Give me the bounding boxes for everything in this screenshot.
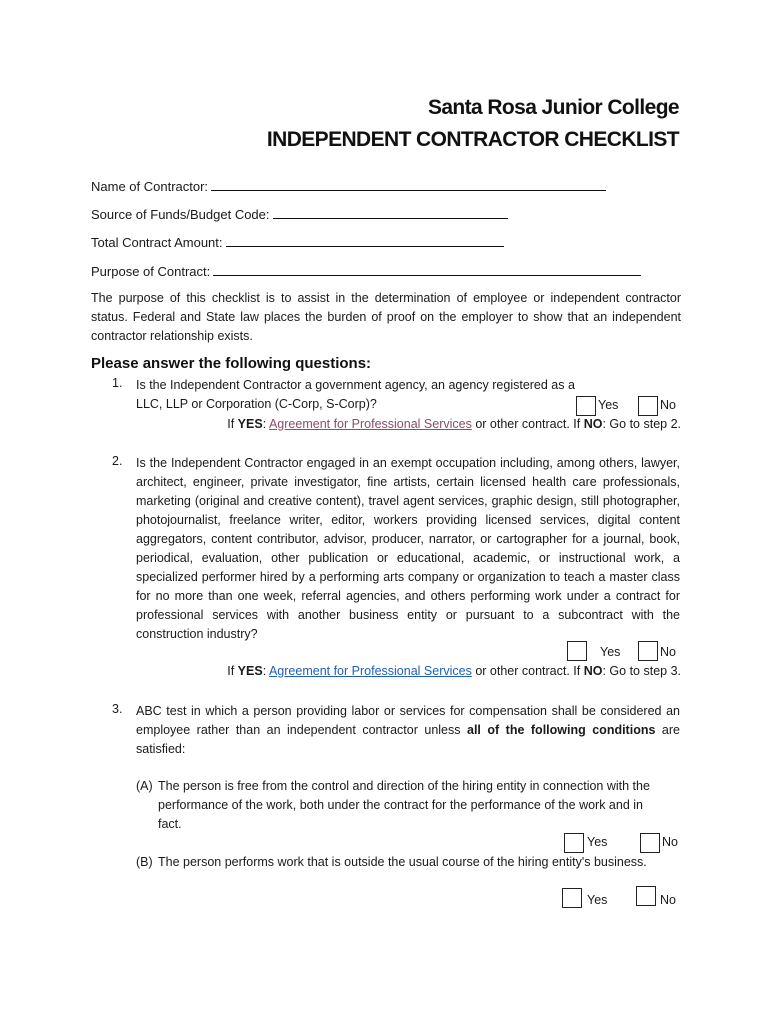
q1-number: 1.: [112, 376, 123, 390]
contract-amount-field: [91, 233, 504, 250]
q3b-yes-label: Yes: [587, 893, 608, 907]
q3b-no-label: No: [660, 893, 676, 907]
q3b-no-checkbox[interactable]: [636, 886, 656, 906]
q1-no-bold: NO: [583, 417, 603, 431]
questions-heading: Please answer the following questions:: [91, 355, 372, 372]
q1-no-label: No: [660, 398, 676, 412]
contractor-name-label: Name of Contractor:: [91, 179, 209, 194]
q2-if-text: If: [227, 664, 235, 678]
contract-amount-label: Total Contract Amount:: [91, 235, 223, 250]
q3-a-text: The person is free from the control and direction of the hiring entity in connection with the performance of the work, both under the contract for the performance of the work and in fact.: [158, 779, 650, 831]
q2-agreement-link[interactable]: Agreement for Professional Services: [268, 664, 472, 678]
source-of-funds-label: Source of Funds/Budget Code:: [91, 207, 270, 222]
q3-text-start: ABC test in which a person providing labor or services for compensation shall be considered an employee rather than an independent contractor unless: [136, 704, 680, 737]
q3a-no-label: No: [662, 835, 678, 849]
intro-paragraph: The purpose of this checklist is to assist in the determination of employee or independent contractor status. Federal and State law places the burden of proof on the employer to show that an independent contractor relationship exists.: [91, 291, 681, 343]
q2-instruction: [227, 664, 681, 678]
q2-yes-checkbox[interactable]: [567, 641, 587, 661]
college-name: Santa Rosa Junior College: [427, 96, 679, 119]
q2-text: Is the Independent Contractor engaged in an exempt occupation including, among others, lawyer, architect, engineer, private investigator, fine artists, certain licensed health care professionals, marketing (original and creative content), travel agent services, graphic design, still photographer, photojournalist, freelance writer, editor, workers providing licensed services, digital content aggregators, content contributor, advisor, producer, narrator, or cartographer for a journal, book, periodical, evaluation, other publication or educational, academic, or instructional work, a specialized performer hired by a performing arts company or organization to teach a master class for no more than one week, referral agencies, and others performing work under a contract for professional services with another business entity or pursuant to a subcontract with the construction industry?: [136, 456, 680, 641]
q1-yes-bold: YES: [237, 417, 263, 431]
purpose-label: Purpose of Contract:: [91, 264, 211, 279]
q3-number: 3.: [112, 702, 123, 716]
q3a-yes-checkbox[interactable]: [564, 833, 584, 853]
form-title: INDEPENDENT CONTRACTOR CHECKLIST: [266, 128, 679, 151]
q3-condition-a: [136, 777, 666, 834]
q2-no-checkbox[interactable]: [638, 641, 658, 661]
q2-number: 2.: [112, 454, 123, 468]
q2-no-label: No: [660, 645, 676, 659]
purpose-input[interactable]: [213, 262, 641, 276]
q1-mid-text: or other contract. If: [475, 417, 581, 431]
q1-end-text: : Go to step 2.: [602, 417, 681, 431]
q1-no-checkbox[interactable]: [638, 396, 658, 416]
q1-instruction: [227, 417, 681, 431]
q3-b-label: (B): [136, 855, 153, 869]
q1-yes-label: Yes: [598, 398, 619, 412]
q3-text-bold: all of the following conditions: [467, 723, 656, 737]
q3-b-text: The person performs work that is outside the usual course of the hiring entity's business.: [158, 855, 647, 869]
q3-a-label: (A): [136, 779, 153, 793]
q1-text: Is the Independent Contractor a government agency, an agency registered as a LLC, LLP or Corporation (C-Corp, S-Corp)?: [136, 378, 575, 411]
q1-yes-checkbox[interactable]: [576, 396, 596, 416]
q2-colon: :: [262, 664, 267, 678]
q3-condition-b: [136, 853, 680, 872]
q1-if-text: If: [227, 417, 235, 431]
q3-text-end: are satisfied:: [136, 723, 680, 756]
q1-colon: :: [262, 417, 267, 431]
q1-agreement-link[interactable]: Agreement for Professional Services: [268, 417, 472, 431]
source-of-funds-input[interactable]: [273, 205, 508, 219]
purpose-field: [91, 262, 641, 279]
q2-end-text: : Go to step 3.: [602, 664, 681, 678]
contractor-name-input[interactable]: [211, 177, 606, 191]
source-of-funds-field: [91, 205, 508, 222]
q3a-yes-label: Yes: [587, 835, 608, 849]
q3b-yes-checkbox[interactable]: [562, 888, 582, 908]
q2-no-bold: NO: [583, 664, 603, 678]
q2-mid-text: or other contract. If: [475, 664, 581, 678]
q2-yes-label: Yes: [600, 645, 621, 659]
q3a-no-checkbox[interactable]: [640, 833, 660, 853]
q2-yes-bold: YES: [237, 664, 263, 678]
contract-amount-input[interactable]: [226, 233, 504, 247]
contractor-name-field: [91, 177, 606, 194]
q3-text: [136, 702, 680, 759]
